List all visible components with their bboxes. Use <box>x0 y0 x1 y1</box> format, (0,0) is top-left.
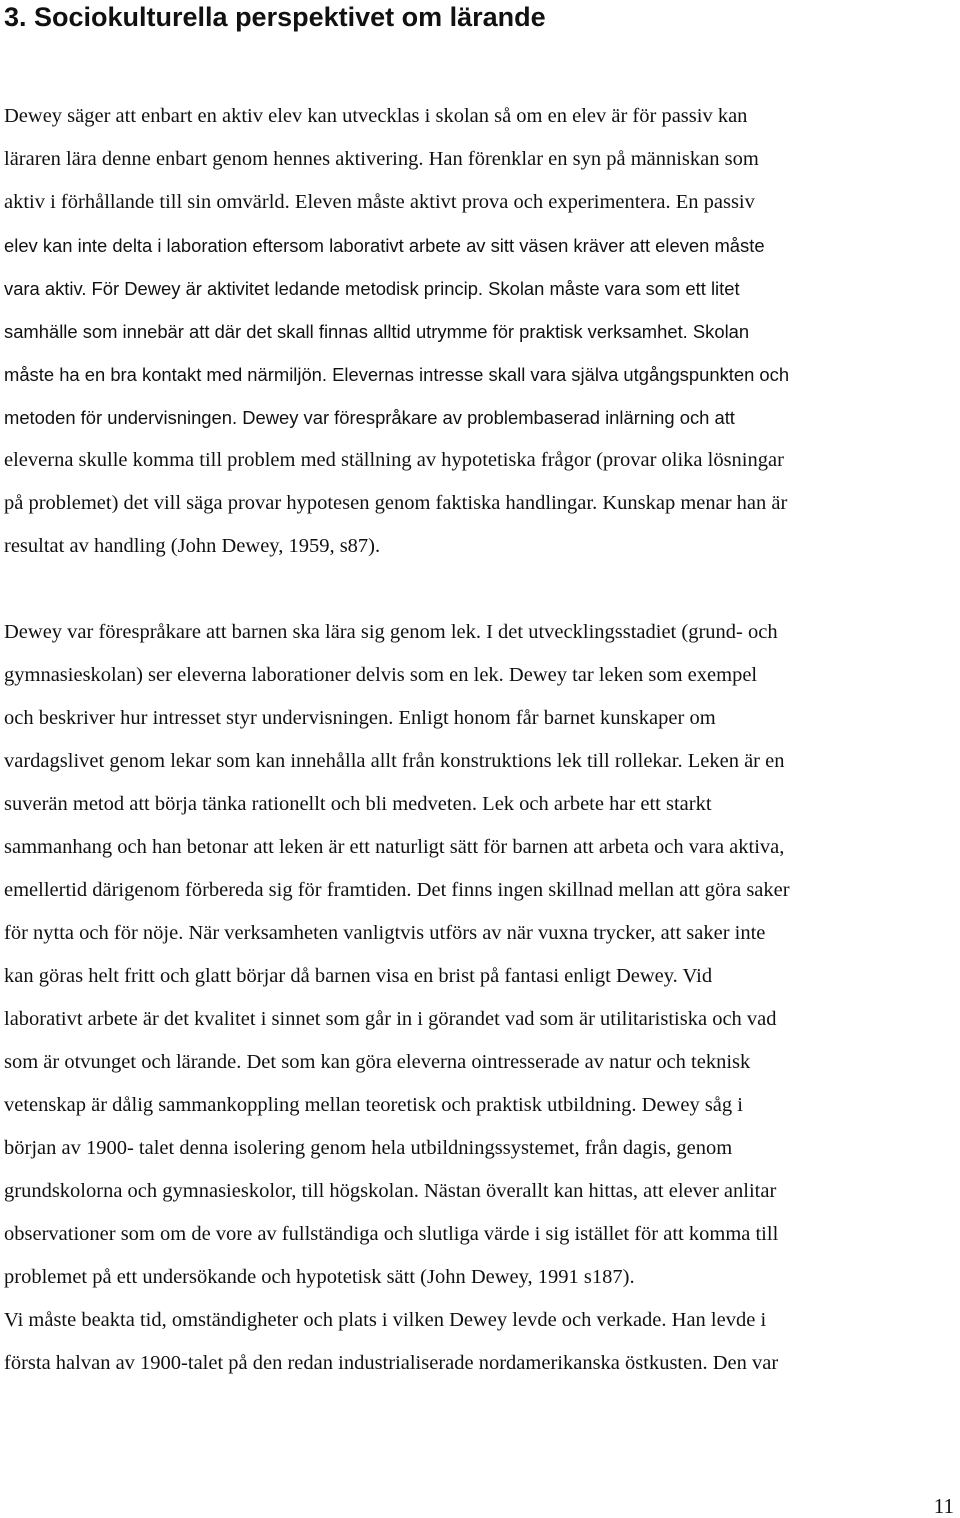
text-line: vardagslivet genom lekar som kan innehålla allt från konstruktions lek till rollekar. Leken är en <box>4 750 785 772</box>
text-line: metoden för undervisningen. Dewey var förespråkare av problembaserad inlärning och att <box>4 407 735 428</box>
text-line: Dewey var förespråkare att barnen ska lära sig genom lek. I det utvecklingsstadiet (grund- och <box>4 621 778 643</box>
text-line: som är otvunget och lärande. Det som kan göra eleverna ointresserade av natur och teknisk <box>4 1051 751 1073</box>
text-line: måste ha en bra kontakt med närmiljön. Elevernas intresse skall vara själva utgångspunkten och <box>4 364 790 385</box>
text-line: gymnasieskolan) ser eleverna laborationer delvis som en lek. Dewey tar leken som exempel <box>4 664 758 686</box>
text-line: problemet på ett undersökande och hypotetisk sätt (John Dewey, 1991 s187). <box>4 1266 635 1288</box>
section-heading: 3. Sociokulturella perspektivet om lärande <box>4 2 546 32</box>
text-line: kan göras helt fritt och glatt börjar då barnen visa en brist på fantasi enligt Dewey. Vid <box>4 965 713 987</box>
text-line: vara aktiv. För Dewey är aktivitet ledande metodisk princip. Skolan måste vara som ett litet <box>4 278 740 299</box>
text-line: första halvan av 1900-talet på den redan industrialiserade nordamerikanska östkusten. Den var <box>4 1352 779 1374</box>
text-line: resultat av handling (John Dewey, 1959, s87). <box>4 535 381 557</box>
paragraph-1 <box>4 95 956 568</box>
text-line: elev kan inte delta i laboration eftersom laborativt arbete av sitt väsen kräver att eleven måste <box>4 235 765 256</box>
text-line: början av 1900- talet denna isolering genom hela utbildningssystemet, från dagis, genom <box>4 1137 733 1159</box>
text-line: aktiv i förhållande till sin omvärld. Eleven måste aktivt prova och experimentera. En passiv <box>4 191 755 213</box>
text-line: eleverna skulle komma till problem med ställning av hypotetiska frågor (provar olika lösningar <box>4 449 784 471</box>
text-line: Dewey säger att enbart en aktiv elev kan utvecklas i skolan så om en elev är för passiv kan <box>4 105 748 127</box>
text-line: suverän metod att börja tänka rationellt och bli medveten. Lek och arbete har ett starkt <box>4 793 712 815</box>
text-line: läraren lära denne enbart genom hennes aktivering. Han förenklar en syn på människan som <box>4 148 759 170</box>
text-line: sammanhang och han betonar att leken är ett naturligt sätt för barnen att arbeta och vara aktiva, <box>4 836 785 858</box>
text-line: observationer som om de vore av fullständiga och slutliga värde i sig istället för att komma till <box>4 1223 779 1245</box>
text-line: på problemet) det vill säga provar hypotesen genom faktiska handlingar. Kunskap menar han är <box>4 492 788 514</box>
text-line: och beskriver hur intresset styr undervisningen. Enligt honom får barnet kunskaper om <box>4 707 716 729</box>
text-line: emellertid därigenom förbereda sig för framtiden. Det finns ingen skillnad mellan att göra saker <box>4 879 790 901</box>
text-line: samhälle som innebär att där det skall finnas alltid utrymme för praktisk verksamhet. Skolan <box>4 321 750 342</box>
text-line: laborativt arbete är det kvalitet i sinnet som går in i görandet vad som är utilitaristiska och vad <box>4 1008 777 1030</box>
text-line: Vi måste beakta tid, omständigheter och plats i vilken Dewey levde och verkade. Han levde i <box>4 1309 767 1331</box>
text-line: grundskolorna och gymnasieskolor, till högskolan. Nästan överallt kan hittas, att elever anlitar <box>4 1180 777 1202</box>
page-number: 11 <box>933 1494 954 1518</box>
paragraph-2 <box>4 611 956 1385</box>
text-line: vetenskap är dålig sammankoppling mellan teoretisk och praktisk utbildning. Dewey såg i <box>4 1094 743 1116</box>
text-line: för nytta och för nöje. När verksamheten vanligtvis utförs av när vuxna trycker, att saker inte <box>4 922 766 944</box>
